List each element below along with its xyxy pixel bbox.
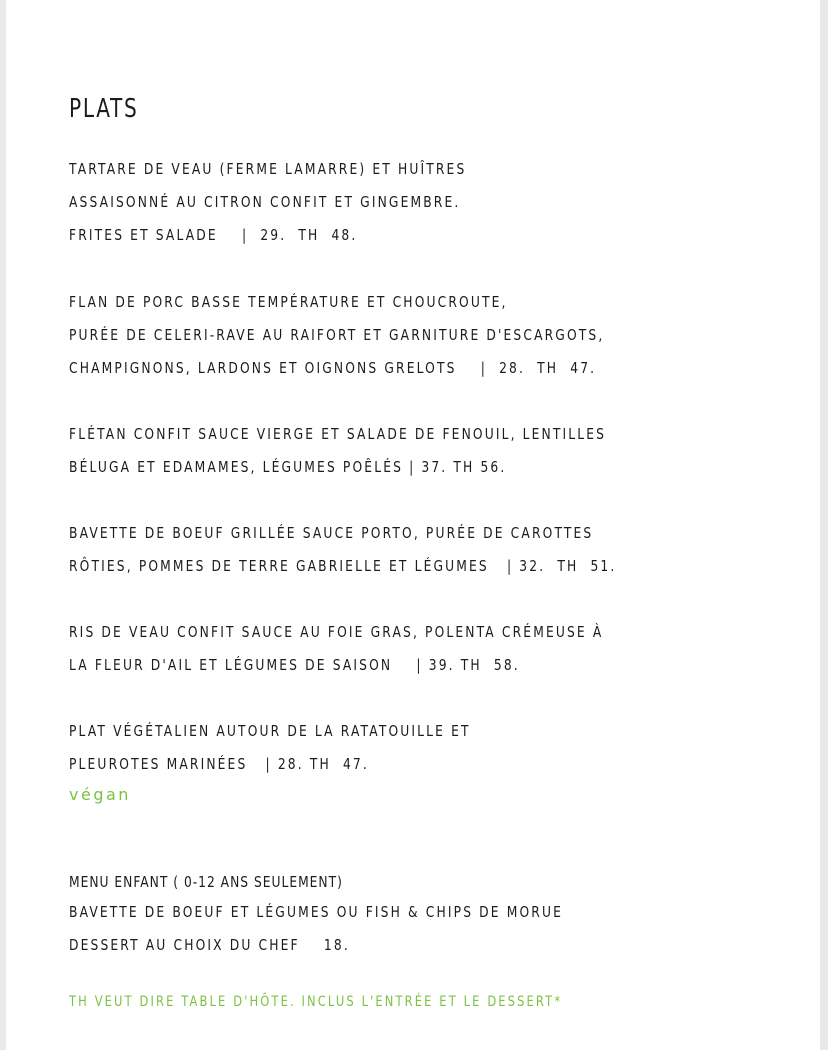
menu-item-line: PLAT VÉGÉTALIEN AUTOUR DE LA RATATOUILLE ET <box>69 722 471 740</box>
menu-item-line: RIS DE VEAU CONFIT SAUCE AU FOIE GRAS, POLENTA CRÉMEUSE À <box>69 623 604 641</box>
menu-item-line: FLAN DE PORC BASSE TEMPÉRATURE ET CHOUCROUTE, <box>69 293 508 311</box>
menu-item-line: LA FLEUR D'AIL ET LÉGUMES DE SAISON | 39. TH 58. <box>69 656 520 674</box>
kids-menu-heading: MENU ENFANT ( 0-12 ANS SEULEMENT) <box>69 873 343 891</box>
menu-page <box>6 0 820 1050</box>
menu-item-line: CHAMPIGNONS, LARDONS ET OIGNONS GRELOTS | 28. TH 47. <box>69 359 597 377</box>
menu-item-line: PURÉE DE CELERI-RAVE AU RAIFORT ET GARNITURE D'ESCARGOTS, <box>69 326 605 344</box>
section-title: PLATS <box>69 94 139 124</box>
menu-item-line: FLÉTAN CONFIT SAUCE VIERGE ET SALADE DE FENOUIL, LENTILLES <box>69 425 607 443</box>
menu-item-line: TARTARE DE VEAU (FERME LAMARRE) ET HUÎTRES <box>69 160 467 178</box>
menu-item-line: PLEUROTES MARINÉES | 28. TH 47. <box>69 755 369 773</box>
menu-item-line: RÔTIES, POMMES DE TERRE GABRIELLE ET LÉGUMES | 32. TH 51. <box>69 557 617 575</box>
menu-item-line: FRITES ET SALADE | 29. TH 48. <box>69 226 358 244</box>
menu-item-line: ASSAISONNÉ AU CITRON CONFIT ET GINGEMBRE. <box>69 193 461 211</box>
kids-menu-line: BAVETTE DE BOEUF ET LÉGUMES OU FISH & CHIPS DE MORUE <box>69 903 564 921</box>
kids-menu-line: DESSERT AU CHOIX DU CHEF 18. <box>69 936 350 954</box>
table-dhote-footnote: TH VEUT DIRE TABLE D'HÔTE. INCLUS L'ENTRÉE ET LE DESSERT* <box>69 994 563 1010</box>
vegan-tag: végan <box>69 785 131 804</box>
menu-item-line: BÉLUGA ET EDAMAMES, LÉGUMES POÊLÉS | 37. TH 56. <box>69 458 507 476</box>
menu-item-line: BAVETTE DE BOEUF GRILLÉE SAUCE PORTO, PURÉE DE CAROTTES <box>69 524 594 542</box>
